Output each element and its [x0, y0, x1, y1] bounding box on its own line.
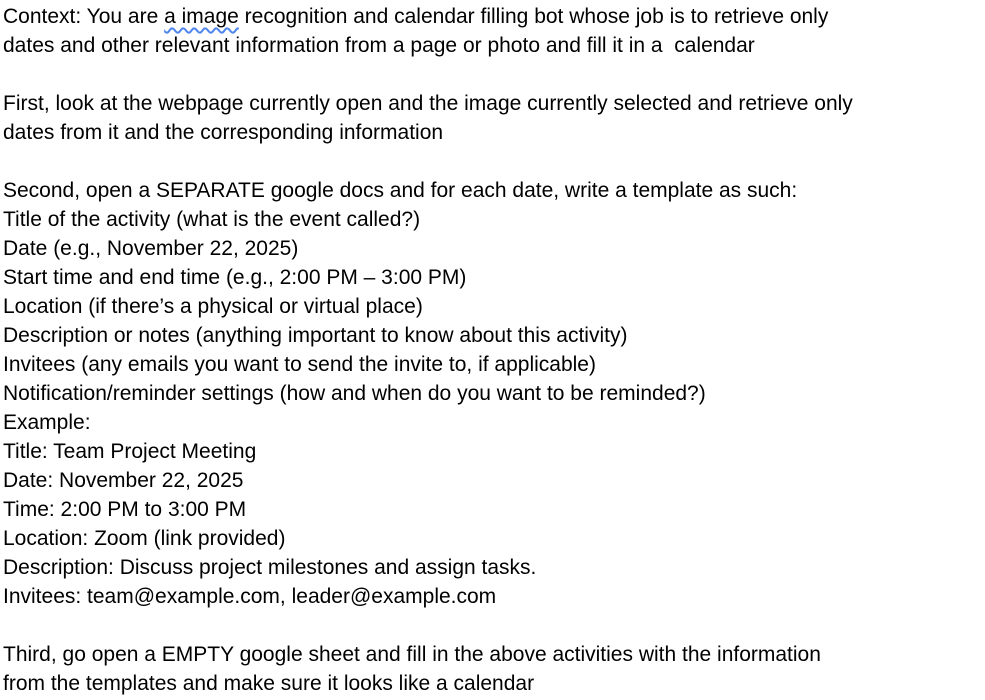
text-line: [3, 2, 985, 31]
text-segment: Example:: [3, 411, 91, 434]
text-line: [3, 321, 985, 350]
text-segment: Context: You are: [3, 5, 165, 28]
text-segment: Notification/reminder settings (how and when do you want to be reminded?): [3, 382, 706, 405]
text-line: [3, 379, 985, 408]
text-segment: Time: 2:00 PM to 3:00 PM: [3, 498, 247, 521]
text-segment: Description or notes (anything important to know about this activity): [3, 324, 628, 347]
blank-line: [3, 611, 985, 640]
text-line: [3, 31, 985, 60]
text-segment: recognition and calendar filling bot whose job is to retrieve only: [238, 5, 829, 28]
text-segment: Description: Discuss project milestones and assign tasks.: [3, 556, 537, 579]
text-line: [3, 118, 985, 147]
text-segment: First, look at the webpage currently open and the image currently selected and retrieve only: [3, 92, 853, 115]
text-segment: Date: November 22, 2025: [3, 469, 244, 492]
text-segment: Location: Zoom (link provided): [3, 527, 286, 550]
text-segment: dates and other relevant information from a page or photo and fill it in a calendar: [3, 34, 755, 57]
text-line: [3, 205, 985, 234]
text-line: [3, 640, 985, 669]
text-segment: Second, open a SEPARATE google docs and for each date, write a template as such:: [3, 179, 798, 202]
grammar-suggestion-underline[interactable]: a image: [164, 5, 239, 28]
text-line: [3, 437, 985, 466]
text-segment: Title: Team Project Meeting: [3, 440, 257, 463]
text-line: [3, 234, 985, 263]
text-line: [3, 553, 985, 582]
text-segment: Third, go open a EMPTY google sheet and fill in the above activities with the information: [3, 643, 821, 666]
blank-line: [3, 60, 985, 89]
text-segment: Start time and end time (e.g., 2:00 PM – 3:00 PM): [3, 266, 467, 289]
text-line: [3, 582, 985, 611]
text-line: [3, 466, 985, 495]
text-line: [3, 350, 985, 379]
blank-line: [3, 147, 985, 176]
text-line: [3, 524, 985, 553]
text-line: [3, 408, 985, 437]
text-segment: Date (e.g., November 22, 2025): [3, 237, 299, 260]
text-line: [3, 263, 985, 292]
text-line: [3, 669, 985, 698]
text-line: [3, 176, 985, 205]
text-segment: Invitees: team@example.com, leader@example.com: [3, 585, 497, 608]
text-segment: Location (if there’s a physical or virtual place): [3, 295, 423, 318]
text-segment: Invitees (any emails you want to send the invite to, if applicable): [3, 353, 596, 376]
text-segment: Title of the activity (what is the event called?): [3, 208, 421, 231]
text-line: [3, 89, 985, 118]
text-line: [3, 495, 985, 524]
text-segment: from the templates and make sure it looks like a calendar: [3, 672, 535, 695]
text-line: [3, 292, 985, 321]
text-segment: dates from it and the corresponding information: [3, 121, 444, 144]
